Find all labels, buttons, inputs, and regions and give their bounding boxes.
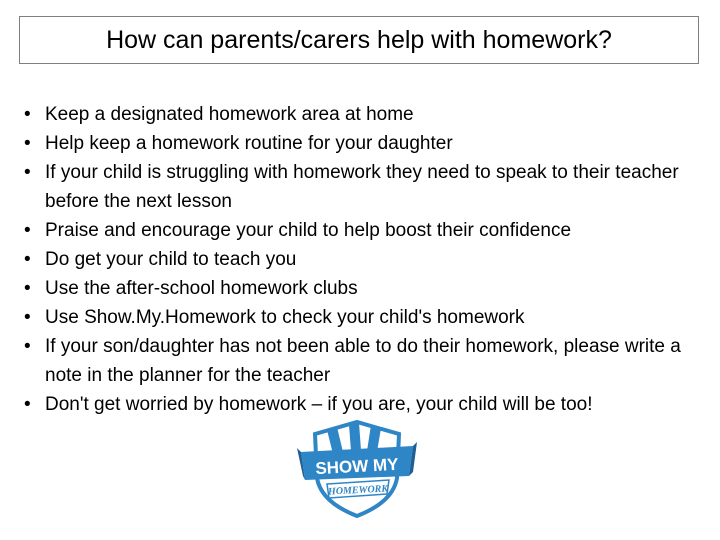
bullet-item bbox=[18, 216, 708, 245]
bullet-icon: • bbox=[24, 249, 31, 270]
slide-title-text: How can parents/carers help with homework? bbox=[106, 25, 612, 54]
slide-title bbox=[19, 16, 699, 64]
bullet-item bbox=[18, 100, 708, 129]
logo-line1: SHOW MY bbox=[314, 454, 399, 479]
bullet-text: Help keep a homework routine for your daughter bbox=[45, 133, 453, 154]
bullet-item bbox=[18, 332, 708, 390]
bullet-icon: • bbox=[24, 133, 31, 154]
bullet-item bbox=[18, 158, 708, 216]
bullet-icon: • bbox=[24, 336, 31, 357]
bullet-list bbox=[18, 100, 708, 419]
bullet-icon: • bbox=[24, 394, 31, 415]
bullet-icon: • bbox=[24, 220, 31, 241]
bullet-text: Don't get worried by homework – if you are, your child will be too! bbox=[45, 394, 593, 415]
bullet-icon: • bbox=[24, 104, 31, 125]
bullet-text: If your child is struggling with homework they need to speak to their teacher before the next lesson bbox=[45, 162, 679, 212]
show-my-homework-logo-icon bbox=[297, 418, 417, 518]
bullet-text: Use Show.My.Homework to check your child's homework bbox=[45, 307, 525, 328]
bullet-text: Use the after-school homework clubs bbox=[45, 278, 358, 299]
bullet-icon: • bbox=[24, 278, 31, 299]
bullet-text: Praise and encourage your child to help boost their confidence bbox=[45, 220, 572, 241]
bullet-text: Do get your child to teach you bbox=[45, 249, 297, 270]
bullet-text: Keep a designated homework area at home bbox=[45, 104, 414, 125]
show-my-homework-logo bbox=[297, 418, 417, 518]
bullet-item bbox=[18, 274, 708, 303]
bullet-item bbox=[18, 129, 708, 158]
bullet-item bbox=[18, 303, 708, 332]
bullet-icon: • bbox=[24, 162, 31, 183]
bullet-item bbox=[18, 390, 708, 419]
bullet-icon: • bbox=[24, 307, 31, 328]
bullet-item bbox=[18, 245, 708, 274]
bullet-text: If your son/daughter has not been able to do their homework, please write a note in the planner for the teacher bbox=[45, 336, 681, 386]
logo-line2: HOMEWORK bbox=[327, 483, 389, 498]
